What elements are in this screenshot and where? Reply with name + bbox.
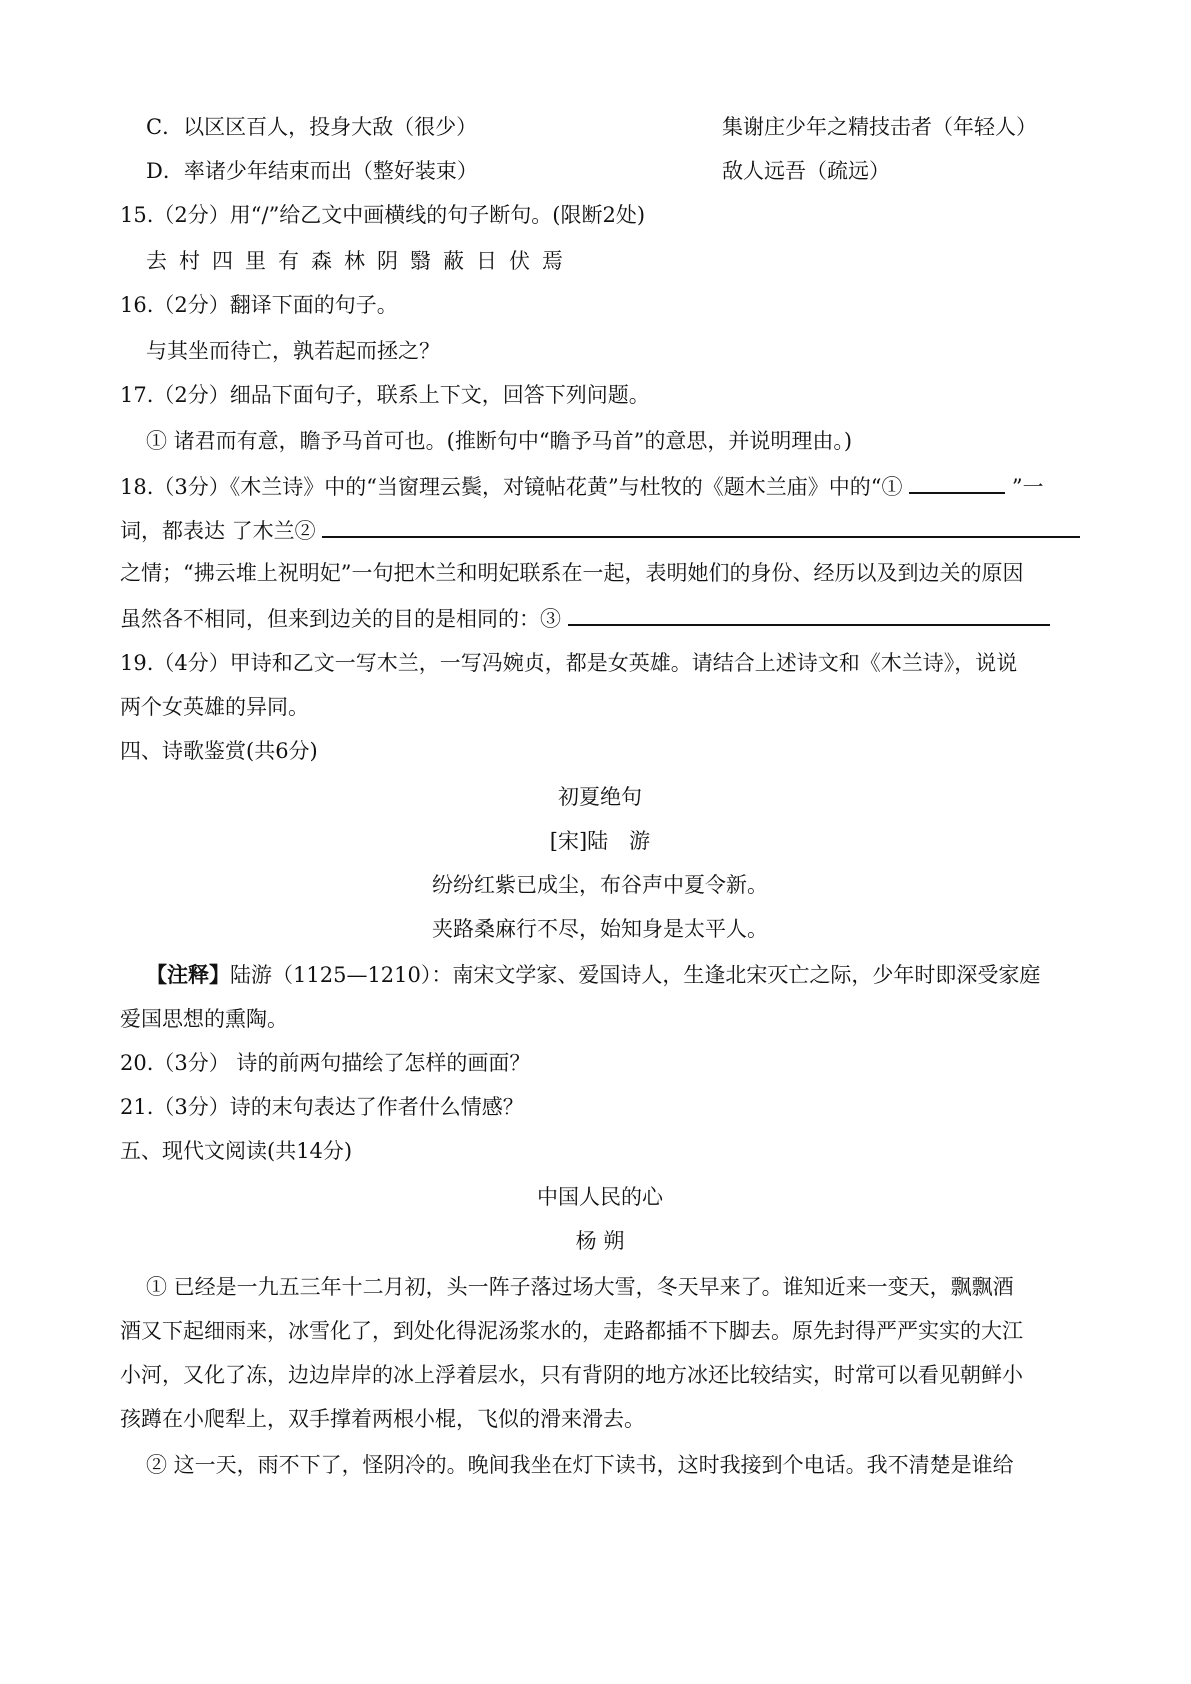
section-4-heading: 四、诗歌鉴赏(共6分): [120, 739, 318, 763]
section-5-heading: 五、现代文阅读(共14分): [120, 1139, 353, 1163]
question-20: 20.（3分） 诗的前两句描绘了怎样的画面？: [120, 1051, 531, 1075]
question-17-stem: 17.（2分）细品下面句子，联系上下文，回答下列问题。: [120, 383, 650, 407]
option-d-right: 敌人远吾（疏远）: [722, 159, 890, 183]
article-author: 杨 朔: [575, 1229, 625, 1253]
question-16-stem: 16.（2分）翻译下面的句子。: [120, 293, 398, 317]
question-19-line-2: 两个女英雄的异同。: [120, 695, 309, 719]
paragraph-1-line-3: 小河，又化了冻，边边岸岸的冰上浮着层水，只有背阴的地方冰还比较结实，时常可以看见朝鲜小: [120, 1363, 1023, 1387]
question-18-line-2: [120, 514, 1080, 546]
poem-note-line-2: 爱国思想的熏陶。: [120, 1007, 288, 1031]
paragraph-2-line-1: ② 这一天，雨不下了，怪阴冷的。晚间我坐在灯下读书，这时我接到个电话。我不清楚是谁给: [146, 1453, 1014, 1477]
poem-note-line-1: [146, 960, 1080, 990]
paragraph-1-line-1: ① 已经是一九五三年十二月初，头一阵子落过场大雪，冬天早来了。谁知近来一变天，飘飘酒: [146, 1275, 1014, 1299]
question-21: 21.（3分）诗的末句表达了作者什么情感？: [120, 1095, 524, 1119]
poem-note-label: 【注释】: [146, 962, 230, 987]
question-15-text: 去村四里有森林阴翳蔽日伏焉: [146, 249, 575, 273]
option-c-right: 集谢庄少年之精技击者（年轻人）: [722, 115, 1037, 139]
option-c-left: C．以区区百人，投身大敌（很少）: [146, 115, 478, 139]
option-d-left: D．率诸少年结束而出（整好装束）: [146, 159, 478, 183]
poem-title: 初夏绝句: [558, 785, 642, 809]
question-18-line-3: 之情；“拂云堆上祝明妃”一句把木兰和明妃联系在一起，表明她们的身份、经历以及到边关的原因: [120, 561, 1024, 585]
question-18-line-1: [120, 470, 1080, 502]
poem-author: [宋]陆 游: [549, 829, 651, 853]
article-title: 中国人民的心: [537, 1185, 663, 1209]
question-16-text: 与其坐而待亡，孰若起而拯之？: [146, 339, 440, 363]
paragraph-1-line-2: 酒又下起细雨来，冰雪化了，到处化得泥汤浆水的，走路都插不下脚去。原先封得严严实实的大江: [120, 1319, 1023, 1343]
paragraph-1-line-4: 孩蹲在小爬犁上，双手撑着两根小棍，飞似的滑来滑去。: [120, 1407, 645, 1431]
poem-line-1: 纷纷红紫已成尘，布谷声中夏令新。: [432, 873, 768, 897]
poem-line-2: 夹路桑麻行不尽，始知身是太平人。: [432, 917, 768, 941]
question-18-line-1-text: 18.（3分）《木兰诗》中的“当窗理云鬓，对镜帖花黄”与杜牧的《题木兰庙》中的“①: [120, 475, 903, 499]
answer-blank-2[interactable]: [322, 514, 1080, 538]
poem-note-text: 陆游（1125—1210）：南宋文学家、爱国诗人，生逢北宋灭亡之际，少年时即深受家庭: [230, 963, 1041, 987]
question-18-line-4-text: 虽然各不相同，但来到边关的目的是相同的：③: [120, 607, 561, 631]
question-18-line-4: [120, 602, 1080, 634]
question-15-stem: 15.（2分）用“/”给乙文中画横线的句子断句。(限断2处): [120, 203, 646, 227]
question-17-text: ① 诸君而有意，瞻予马首可也。(推断句中“瞻予马首”的意思，并说明理由。): [146, 429, 853, 453]
question-18-line-2-text: 词，都表达 了木兰②: [120, 519, 316, 543]
question-18-line-1-end: ”一: [1011, 475, 1044, 499]
question-19-line-1: 19.（4分）甲诗和乙文一写木兰，一写冯婉贞，都是女英雄。请结合上述诗文和《木兰诗》，说说: [120, 651, 1018, 675]
answer-blank-1[interactable]: [909, 470, 1005, 494]
answer-blank-3[interactable]: [568, 602, 1050, 626]
